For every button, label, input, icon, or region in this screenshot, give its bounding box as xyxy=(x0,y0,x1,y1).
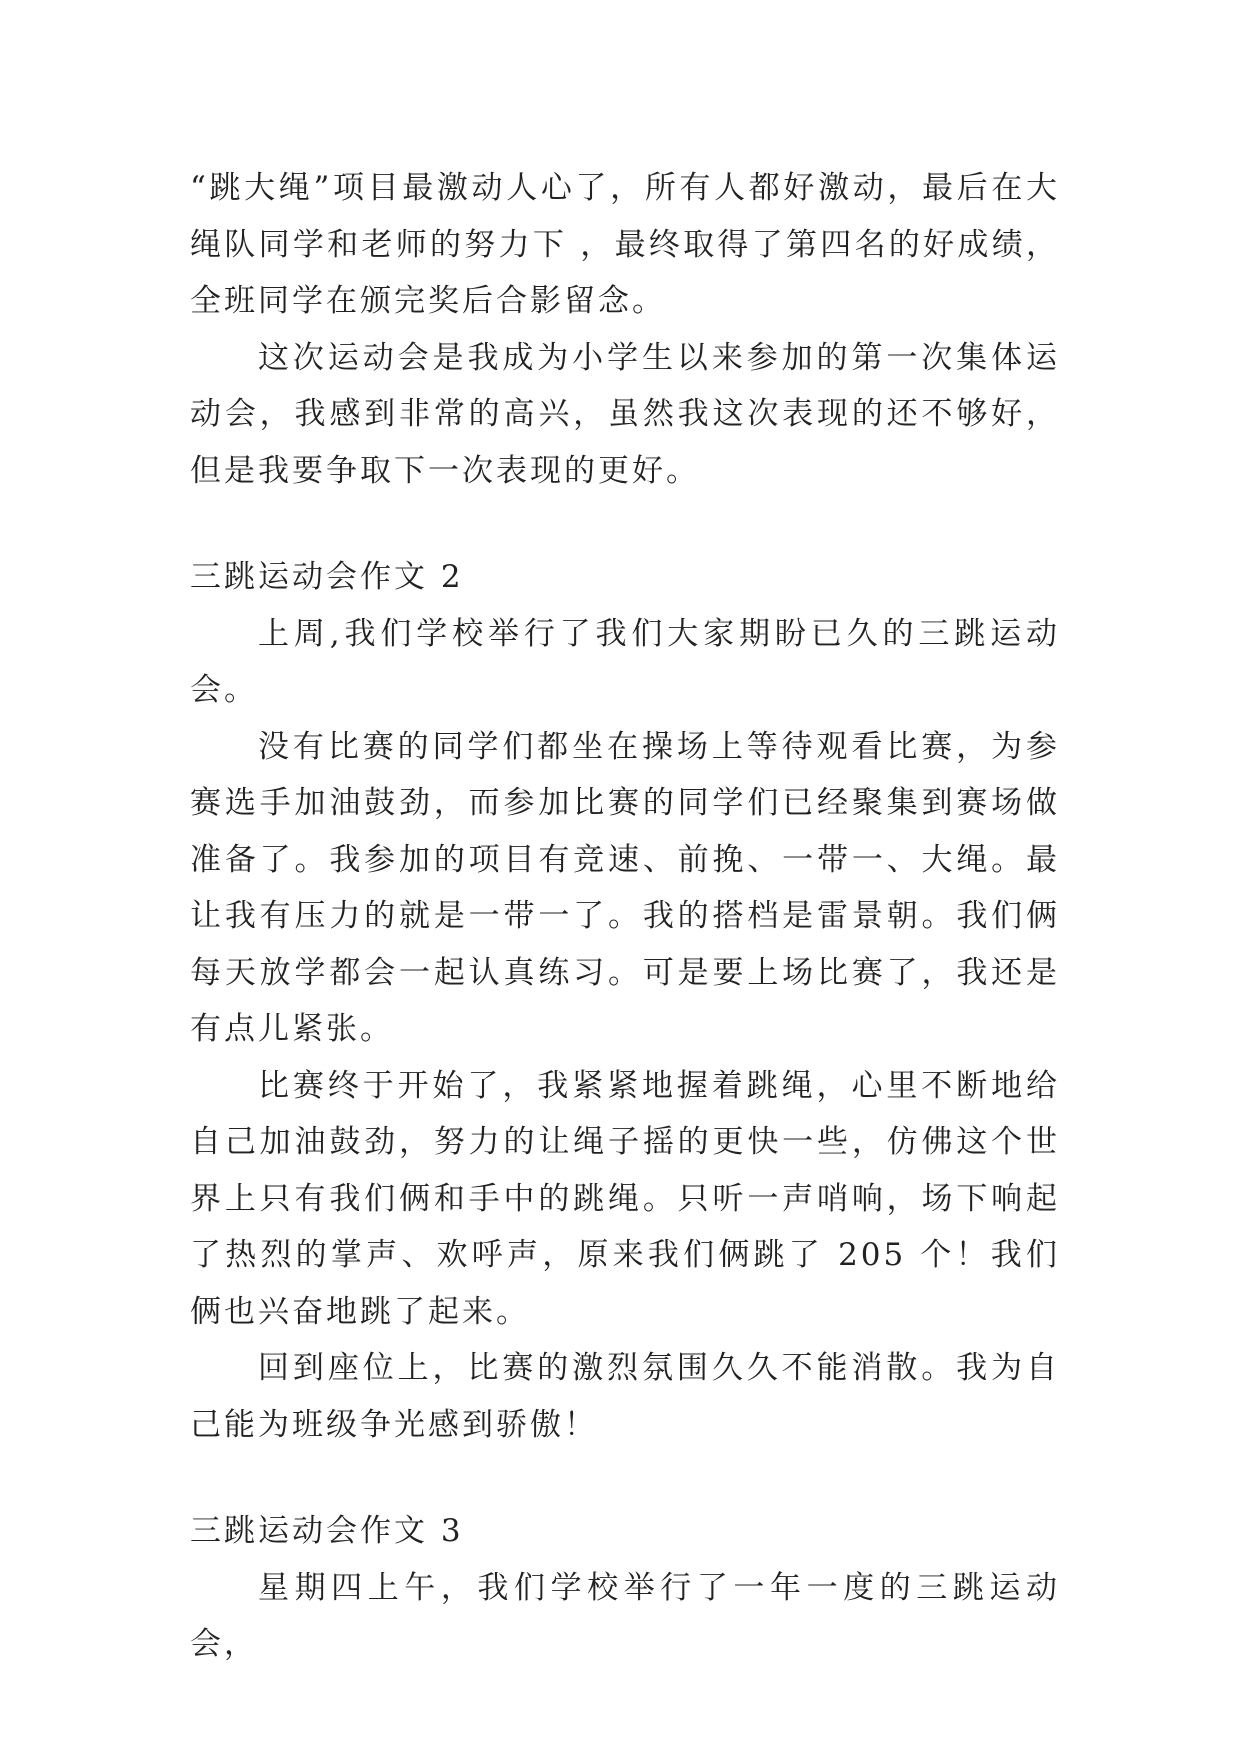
paragraph: 上周,我们学校举行了我们大家期盼已久的三跳运动会。 xyxy=(190,615,1060,708)
document-body xyxy=(190,160,1060,1673)
paragraph: 星期四上午，我们学校举行了一年一度的三跳运动会， xyxy=(190,1569,1060,1662)
paragraph: 回到座位上，比赛的激烈氛围久久不能消散。我为自己能为班级争光感到骄傲！ xyxy=(190,1350,1060,1443)
section-heading: 三跳运动会作文 2 xyxy=(190,559,464,595)
section-heading: 三跳运动会作文 3 xyxy=(190,1513,464,1549)
paragraph: 这次运动会是我成为小学生以来参加的第一次集体运动会，我感到非常的高兴，虽然我这次表现的还不够好，但是我要争取下一次表现的更好。 xyxy=(190,339,1060,489)
paragraph: 比赛终于开始了，我紧紧地握着跳绳，心里不断地给自己加油鼓劲，努力的让绳子摇的更快一些，仿佛这个世界上只有我们俩和手中的跳绳。只听一声哨响，场下响起了热烈的掌声、欢呼声，原来我们俩跳了 205 个！我们俩也兴奋地跳了起来。 xyxy=(190,1067,1060,1330)
paragraph: 没有比赛的同学们都坐在操场上等待观看比赛，为参赛选手加油鼓劲，而参加比赛的同学们已经聚集到赛场做准备了。我参加的项目有竞速、前挽、一带一、大绳。最让我有压力的就是一带一了。我的搭档是雷景朝。我们俩每天放学都会一起认真练习。可是要上场比赛了，我还是有点儿紧张。 xyxy=(190,728,1060,1047)
paragraph: “跳大绳”项目最激动人心了，所有人都好激动，最后在大绳队同学和老师的努力下 ，最终取得了第四名的好成绩，全班同学在颁完奖后合影留念。 xyxy=(190,170,1060,319)
